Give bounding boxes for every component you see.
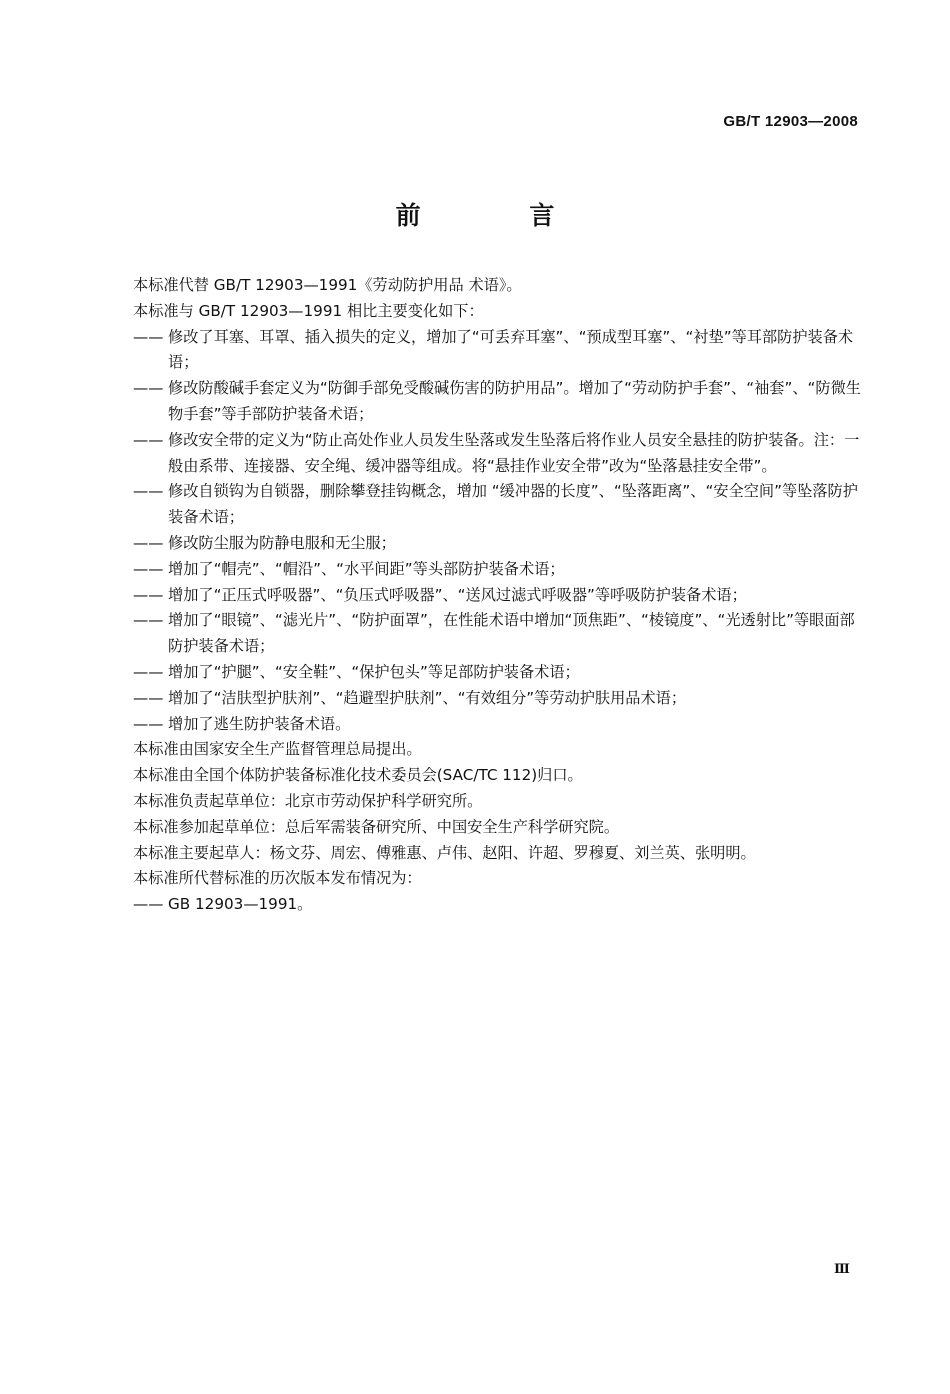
em-dash: —— bbox=[133, 327, 164, 346]
committee-statement: 本标准由全国个体防护装备标准化技术委员会(SAC/TC 112)归口。 bbox=[133, 766, 583, 785]
list-item bbox=[133, 608, 863, 660]
page-title: 前 言 bbox=[395, 201, 605, 230]
list-item bbox=[133, 531, 863, 557]
history-heading: 本标准所代替标准的历次版本发布情况为： bbox=[133, 869, 422, 888]
list-item-text: 修改了耳塞、耳罩、插入损失的定义，增加了“可丢弃耳塞”、“预成型耳塞”、“衬垫”等耳部防护装备术语； bbox=[168, 327, 854, 372]
history-item bbox=[133, 892, 863, 918]
em-dash: —— bbox=[133, 714, 164, 733]
intro-line-changes: 本标准与 GB/T 12903—1991 相比主要变化如下： bbox=[133, 301, 484, 320]
proposer-statement: 本标准由国家安全生产监督管理总局提出。 bbox=[133, 740, 422, 759]
em-dash: —— bbox=[133, 559, 164, 578]
list-item bbox=[133, 712, 863, 738]
em-dash: —— bbox=[133, 430, 164, 449]
em-dash: —— bbox=[133, 585, 164, 604]
list-item bbox=[133, 376, 863, 428]
list-item-text: 增加了“护腿”、“安全鞋”、“保护包头”等足部防护装备术语； bbox=[168, 662, 580, 681]
foreword-body bbox=[133, 273, 863, 918]
list-item-text: 修改防尘服为防静电服和无尘服； bbox=[168, 533, 396, 552]
list-item-text: 修改防酸碱手套定义为“防御手部免受酸碱伤害的防护用品”。增加了“劳动防护手套”、“袖套”、“防微生物手套”等手部防护装备术语； bbox=[168, 379, 861, 423]
participating-units-statement: 本标准参加起草单位：总后军需装备研究所、中国安全生产科学研究院。 bbox=[133, 817, 619, 836]
em-dash: —— bbox=[133, 533, 164, 552]
em-dash: —— bbox=[133, 482, 164, 501]
em-dash: —— bbox=[133, 611, 164, 630]
list-item-text: 修改安全带的定义为“防止高处作业人员发生坠落或发生坠落后将作业人员安全悬挂的防护装备。注：一般由系带、连接器、安全绳、缓冲器等组成。将“悬挂作业安全带”改为“坠落悬挂安全带”。 bbox=[168, 430, 860, 475]
list-item bbox=[133, 660, 863, 686]
drafters-statement: 本标准主要起草人：杨文芬、周宏、傅雅惠、卢伟、赵阳、许超、罗穆夏、刘兰英、张明明。 bbox=[133, 843, 756, 862]
standard-code: GB/T 12903—2008 bbox=[723, 113, 858, 130]
em-dash: —— bbox=[133, 379, 164, 398]
list-item bbox=[133, 479, 863, 531]
list-item-text: 增加了“眼镜”、“滤光片”、“防护面罩”，在性能术语中增加“顶焦距”、“棱镜度”、“光透射比”等眼面部防护装备术语； bbox=[168, 611, 855, 656]
list-item-text: 增加了逃生防护装备术语。 bbox=[168, 714, 351, 733]
list-item bbox=[133, 583, 863, 609]
page-number: Ⅲ bbox=[834, 1262, 850, 1277]
em-dash: —— bbox=[133, 662, 164, 681]
intro-line-replaces: 本标准代替 GB/T 12903—1991《劳动防护用品 术语》。 bbox=[133, 276, 522, 294]
list-item-text: 修改自锁钩为自锁器，删除攀登挂钩概念，增加 “缓冲器的长度”、“坠落距离”、“安全空间”等坠落防护装备术语； bbox=[168, 482, 858, 527]
history-item-text: GB 12903—1991。 bbox=[168, 895, 313, 914]
list-item-text: 增加了“洁肤型护肤剂”、“趋避型护肤剂”、“有效组分”等劳动护肤用品术语； bbox=[168, 688, 687, 707]
em-dash: —— bbox=[133, 688, 164, 707]
change-list bbox=[133, 325, 863, 738]
list-item-text: 增加了“帽壳”、“帽沿”、“水平间距”等头部防护装备术语； bbox=[168, 559, 565, 578]
list-item bbox=[133, 557, 863, 583]
list-item bbox=[133, 686, 863, 712]
list-item-text: 增加了“正压式呼吸器”、“负压式呼吸器”、“送风过滤式呼吸器”等呼吸防护装备术语； bbox=[168, 585, 747, 604]
em-dash: —— bbox=[133, 895, 164, 914]
drafting-unit-statement: 本标准负责起草单位：北京市劳动保护科学研究所。 bbox=[133, 791, 483, 810]
list-item bbox=[133, 428, 863, 480]
list-item bbox=[133, 325, 863, 377]
